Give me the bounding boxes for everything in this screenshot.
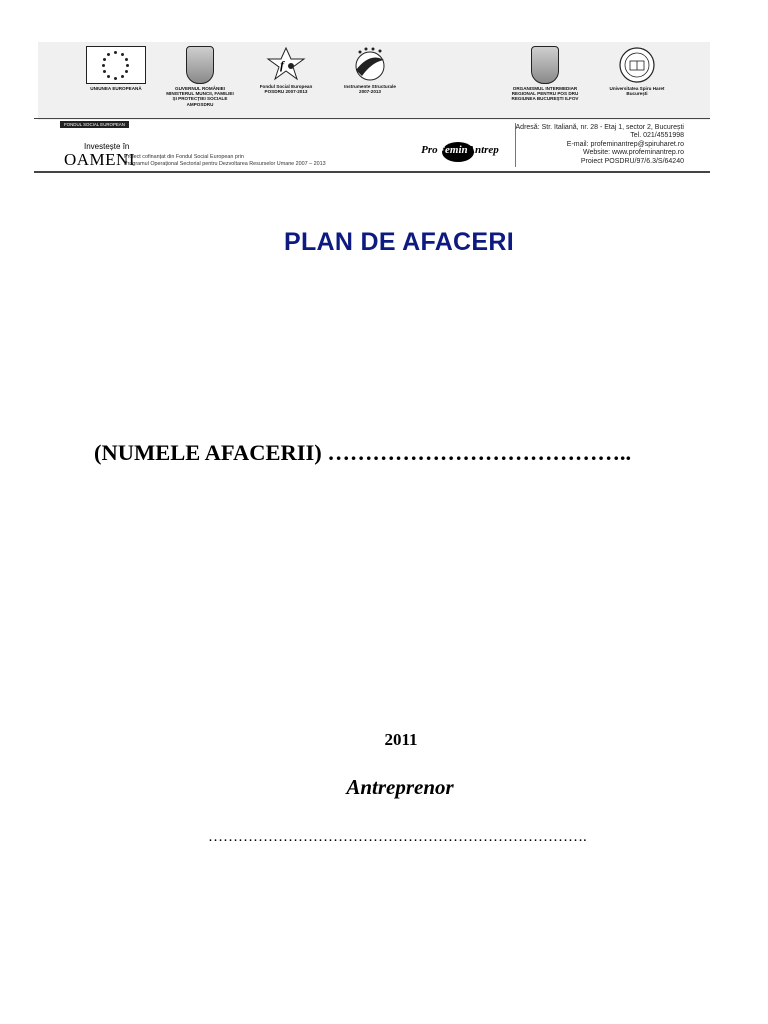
project-code-line: Proiect POSDRU/97/6.3/S/64240 (580, 157, 684, 165)
structural-instruments-icon (332, 46, 408, 82)
role-label: Antreprenor (346, 775, 454, 799)
brand-right: Antrep (467, 144, 499, 156)
logo-caption: GUVERNUL ROMÂNIEI MINISTERUL MUNCII, FAMILIEI ȘI PROTECȚIEI SOCIALE AMPOSDRU (166, 86, 234, 107)
contact-address-block (516, 124, 684, 166)
spiru-haret-university-logo (596, 46, 678, 96)
invest-big-text: OAMENI (64, 150, 135, 169)
eu-flag-logo (80, 46, 152, 91)
email-line: E-mail: profeminantrep@spiruharet.ro (566, 140, 684, 148)
phone-line: Tel. 021/4551998 (630, 132, 684, 140)
profeminantrep-logo (412, 142, 508, 162)
fse-star-icon (264, 46, 308, 82)
page-title: PLAN DE AFACERI (284, 228, 514, 256)
project-cofinancing-text: Proiect cofinanțat din Fondul Social European prin Programul Operațional Sectorial pentru Dezvoltarea Resurselor Umane 2007 – 2013 (124, 154, 326, 167)
logo-caption: ORGANISMUL INTERMEDIAR REGIONAL PENTRU POS DRU REGIUNEA BUCUREȘTI ILFOV (511, 86, 579, 102)
invest-small-text: Investește în (84, 142, 130, 151)
university-seal-icon (618, 46, 656, 84)
logo-caption: Fondul Social European POSDRU 2007-2013 (259, 84, 313, 95)
fse-logo (248, 46, 324, 94)
brand-left: Pro (421, 144, 438, 156)
address-line: Adresă: Str. Italiană, nr. 28 - Etaj 1, sector 2, București (515, 124, 684, 131)
logo-caption: Instrumente Structurale 2007-2013 (344, 84, 396, 95)
project-info-band (34, 118, 710, 173)
fund-tag: FONDUL SOCIAL EUROPEAN (60, 121, 129, 128)
header-logo-strip (38, 42, 710, 120)
oirposdru-crest-logo (502, 46, 588, 102)
logo-caption: UNIUNEA EUROPEANĂ (90, 86, 142, 91)
crest-icon (531, 46, 559, 84)
document-year: 2011 (384, 730, 418, 749)
crest-icon (186, 46, 214, 84)
eu-stars-icon (86, 46, 146, 84)
logo-caption: Universitatea Spiru Haret București (609, 86, 665, 97)
romanian-government-crest-logo (160, 46, 240, 107)
business-name-line: (NUMELE AFACERII) ………………………………….. (94, 440, 632, 465)
signature-line: …………………………………………………………………. (208, 829, 587, 845)
website-line: Website: www.profeminantrep.ro (582, 149, 684, 157)
structural-instruments-logo (332, 46, 408, 94)
brand-middle: Femin (437, 144, 468, 156)
svg-text:f: f (280, 58, 284, 72)
